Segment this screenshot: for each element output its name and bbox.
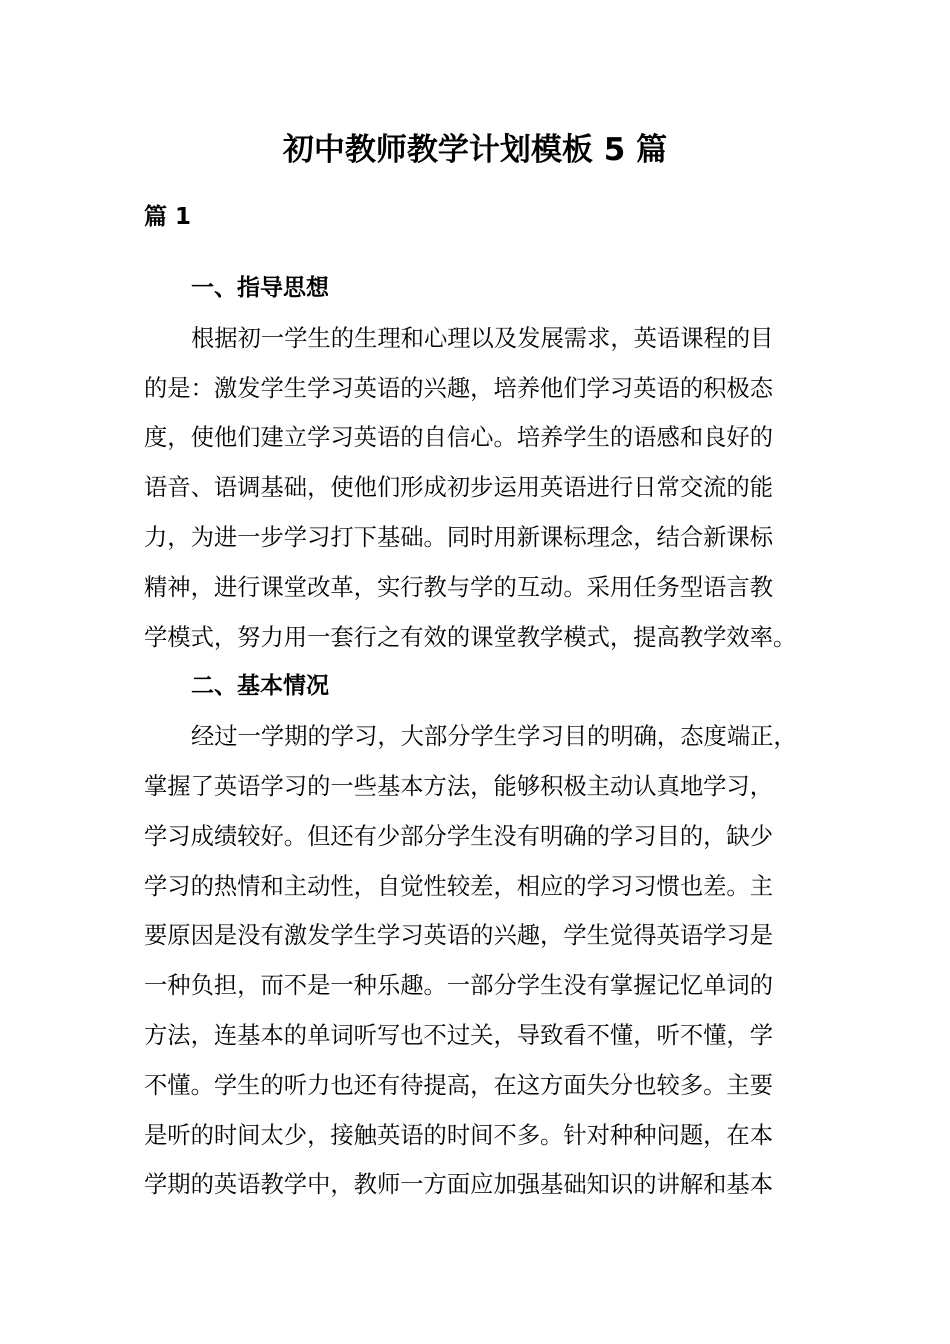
paragraph-guiding-ideology — [144, 314, 812, 663]
paragraph-line: 学习成绩较好。但还有少部分学生没有明确的学习目的，缺少 — [144, 822, 774, 850]
paragraph-line: 精神，进行课堂改革，实行教与学的互动。采用任务型语言教 — [144, 573, 774, 601]
document-title: 初中教师教学计划模板 5 篇 — [282, 132, 668, 168]
document-body — [144, 264, 812, 1210]
paragraph-line: 一种负担，而不是一种乐趣。一部分学生没有掌握记忆单词的 — [144, 972, 774, 1000]
paragraph-line: 要原因是没有激发学生学习英语的兴趣，学生觉得英语学习是 — [144, 922, 774, 950]
paragraph-line: 语音、语调基础，使他们形成初步运用英语进行日常交流的能 — [144, 474, 774, 502]
section-heading-guiding-ideology: 一、指导思想 — [191, 275, 329, 301]
section-heading-basic-situation: 二、基本情况 — [191, 673, 329, 700]
paragraph-line: 的是：激发学生学习英语的兴趣，培养他们学习英语的积极态 — [144, 374, 774, 402]
paragraph-line: 学模式，努力用一套行之有效的课堂教学模式，提高教学效率。 — [144, 623, 797, 651]
part-label: 篇 1 — [144, 204, 192, 230]
paragraph-line: 经过一学期的学习，大部分学生学习目的明确，态度端正， — [191, 723, 797, 751]
paragraph-line: 学习的热情和主动性，自觉性较差，相应的学习习惯也差。主 — [144, 872, 774, 900]
paragraph-line: 根据初一学生的生理和心理以及发展需求，英语课程的目 — [191, 324, 774, 352]
paragraph-basic-situation — [144, 712, 812, 1210]
paragraph-line: 掌握了英语学习的一些基本方法，能够积极主动认真地学习， — [144, 772, 774, 800]
paragraph-line: 不懂。学生的听力也还有待提高，在这方面失分也较多。主要 — [144, 1071, 774, 1099]
paragraph-line: 是听的时间太少，接触英语的时间不多。针对种种问题，在本 — [144, 1121, 774, 1149]
paragraph-line: 学期的英语教学中，教师一方面应加强基础知识的讲解和基本 — [144, 1171, 774, 1199]
paragraph-line: 方法，连基本的单词听写也不过关，导致看不懂，听不懂，学 — [144, 1021, 774, 1049]
paragraph-line: 力，为进一步学习打下基础。同时用新课标理念，结合新课标 — [144, 523, 774, 551]
paragraph-line: 度，使他们建立学习英语的自信心。培养学生的语感和良好的 — [144, 424, 774, 452]
